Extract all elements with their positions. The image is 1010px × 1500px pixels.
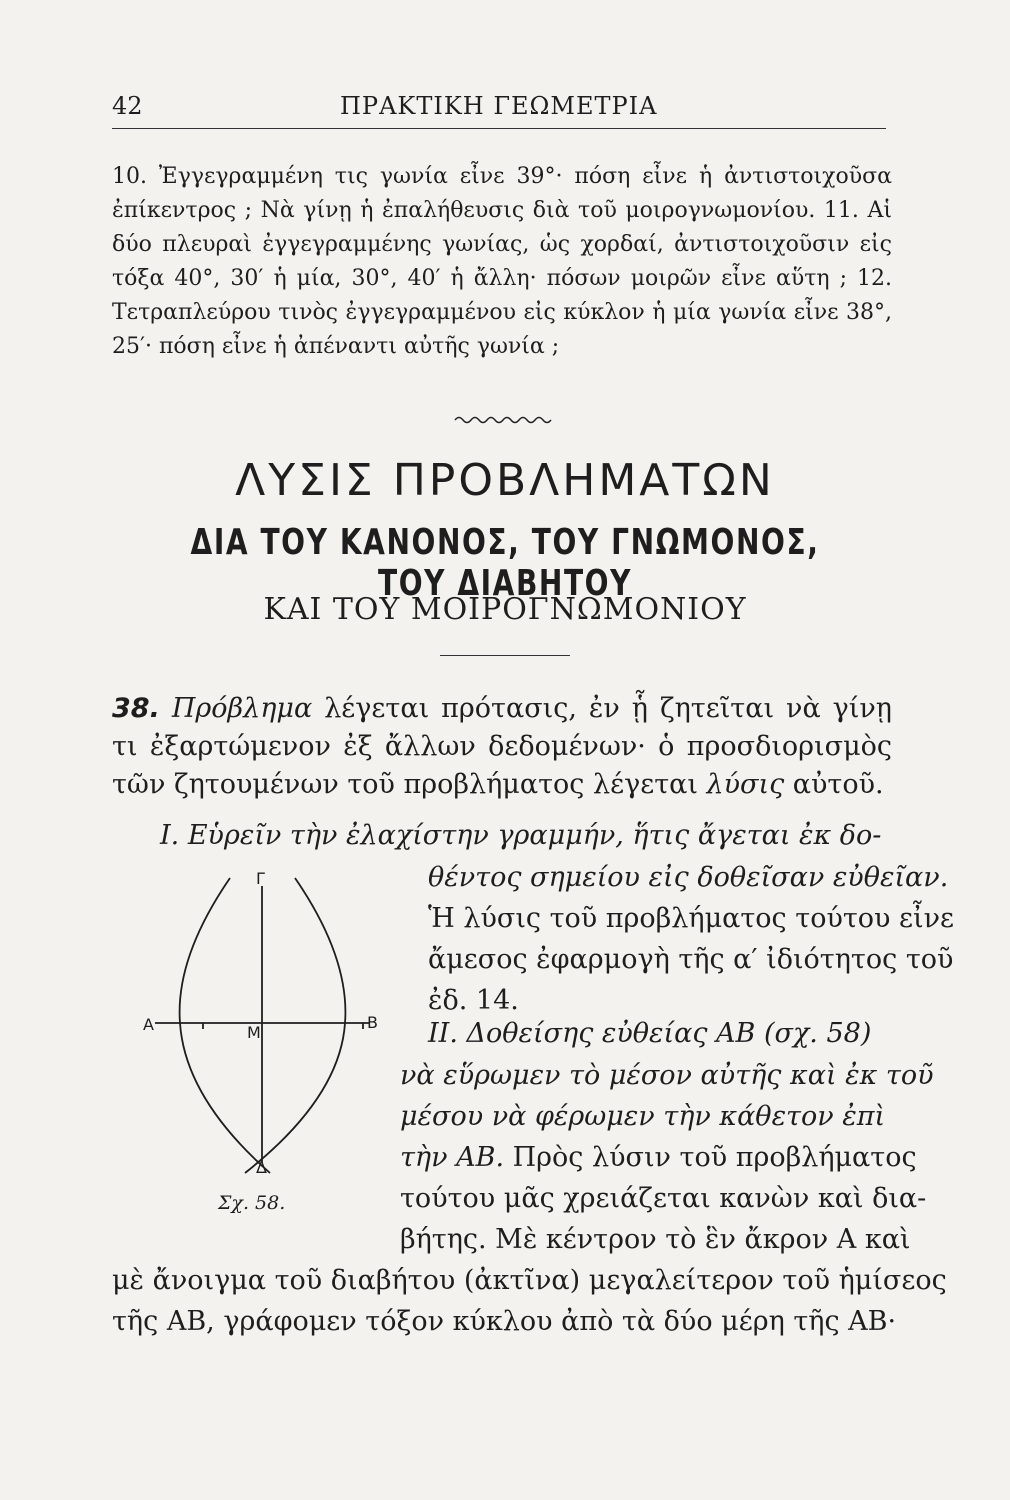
paragraph-38-end: αὐτοῦ. xyxy=(784,769,884,800)
paragraph-number: 38. xyxy=(112,693,160,724)
label-delta: Δ xyxy=(256,1158,267,1177)
problem-2-line-5: τούτου μᾶς χρειάζεται κανὼν καὶ δια- xyxy=(400,1183,927,1214)
problem-2-line-4a: τὴν ΑΒ. xyxy=(400,1142,505,1173)
label-b: Β xyxy=(367,1013,378,1032)
section-subheading: ΔΙΑ ΤΟΥ ΚΑΝΟΝΟΣ, ΤΟΥ ΓΝΩΜΟΝΟΣ, ΤΟΥ ΔΙΑΒΗΤΟΥ xyxy=(190,522,820,604)
label-a: Α xyxy=(143,1015,154,1034)
problem-2-line-6: βήτης. Μὲ κέντρον τὸ ἓν ἄκρον Α καὶ xyxy=(400,1224,911,1255)
label-m: Μ xyxy=(247,1023,261,1042)
problem-2-line-1: II. Δοθείσης εὐθείας ΑΒ (σχ. 58) xyxy=(428,1018,872,1049)
heading-rule xyxy=(440,655,570,656)
problem-2-line-3: μέσου νὰ φέρωμεν τὴν κάθετον ἐπὶ xyxy=(400,1101,886,1132)
paragraph-38-text: λέγεται πρότασις, ἐν ᾗ ζητεῖται νὰ γίνῃ τι ἐξαρτώμενον ἐξ ἄλλων δεδομένων· ὁ προσδιορισμὸς τῶν ζητουμένων τοῦ προβλήματος λέγεται xyxy=(112,693,892,800)
section-heading: ΛΥΣΙΣ ΠΡΟΒΛΗΜΑΤΩΝ xyxy=(235,455,775,506)
exercises-paragraph: 10. Ἐγγεγραμμένη τις γωνία εἶνε 39°· πόση εἶνε ἡ ἀντιστοιχοῦσα ἐπίκεντρος ; Νὰ γίνῃ ἡ ἐπαλήθευσις διὰ τοῦ μοιρογνωμονίου. 11. Αἱ δύο πλευραὶ ἐγγεγραμμένης γωνίας, ὡς χορδαί, ἀντιστοιχοῦσιν εἰς τόξα 40°, 30′ ἡ μία, 30°, 40′ ἡ ἄλλη· πόσων μοιρῶν εἶνε αὕτη ; 12. Τετραπλεύρου τινὸς ἐγγεγραμμένου εἰς κύκλον ἡ μία γωνία εἶνε 38°, 25′· πόση εἶνε ἡ ἀπέναντι αὐτῆς γωνία ; xyxy=(112,164,892,359)
wavy-ornament xyxy=(453,414,553,426)
header-rule xyxy=(112,128,886,129)
section-subheading-2: ΚΑΙ ΤΟΥ ΜΟΙΡΟΓΝΩΜΟΝΙΟΥ xyxy=(263,592,747,627)
problem-1-line-5: ἐδ. 14. xyxy=(428,985,519,1016)
problem-2-line-4b: Πρὸς λύσιν τοῦ προβλήματος xyxy=(504,1142,917,1173)
problem-2-line-7: μὲ ἄνοιγμα τοῦ διαβήτου (ἀκτῖνα) μεγαλείτερον τοῦ ἡμίσεος xyxy=(112,1265,947,1296)
page-number: 42 xyxy=(112,92,143,120)
term-problem: Πρόβλημα xyxy=(171,693,313,724)
problem-2-line-8: τῆς ΑΒ, γράφομεν τόξον κύκλου ἀπὸ τὰ δύο μέρη τῆς ΑΒ· xyxy=(112,1306,897,1337)
problem-1-line-2: θέντος σημείου εἰς δοθεῖσαν εὐθεῖαν. xyxy=(428,862,949,893)
problem-1-line-1: I. Εὑρεῖν τὴν ἐλαχίστην γραμμήν, ἥτις ἄγεται ἐκ δο- xyxy=(160,820,882,851)
figure-caption: Σχ. 58. xyxy=(218,1192,286,1214)
problem-1-line-4: ἄμεσος ἐφαρμογὴ τῆς α′ ἰδιότητος τοῦ xyxy=(428,944,954,975)
figure-58 xyxy=(135,868,395,1188)
problem-2-line-2: νὰ εὕρωμεν τὸ μέσον αὐτῆς καὶ ἐκ τοῦ xyxy=(400,1060,934,1091)
problem-1-line-3: Ἡ λύσις τοῦ προβλήματος τούτου εἶνε xyxy=(428,903,955,934)
running-title: ΠΡΑΚΤΙΚΗ ΓΕΩΜΕΤΡΙΑ xyxy=(340,92,658,120)
label-gamma: Γ xyxy=(256,869,265,888)
problem-2-line-4 xyxy=(400,1142,917,1173)
paragraph-38 xyxy=(112,690,892,804)
term-solution: λύσις xyxy=(706,769,785,800)
